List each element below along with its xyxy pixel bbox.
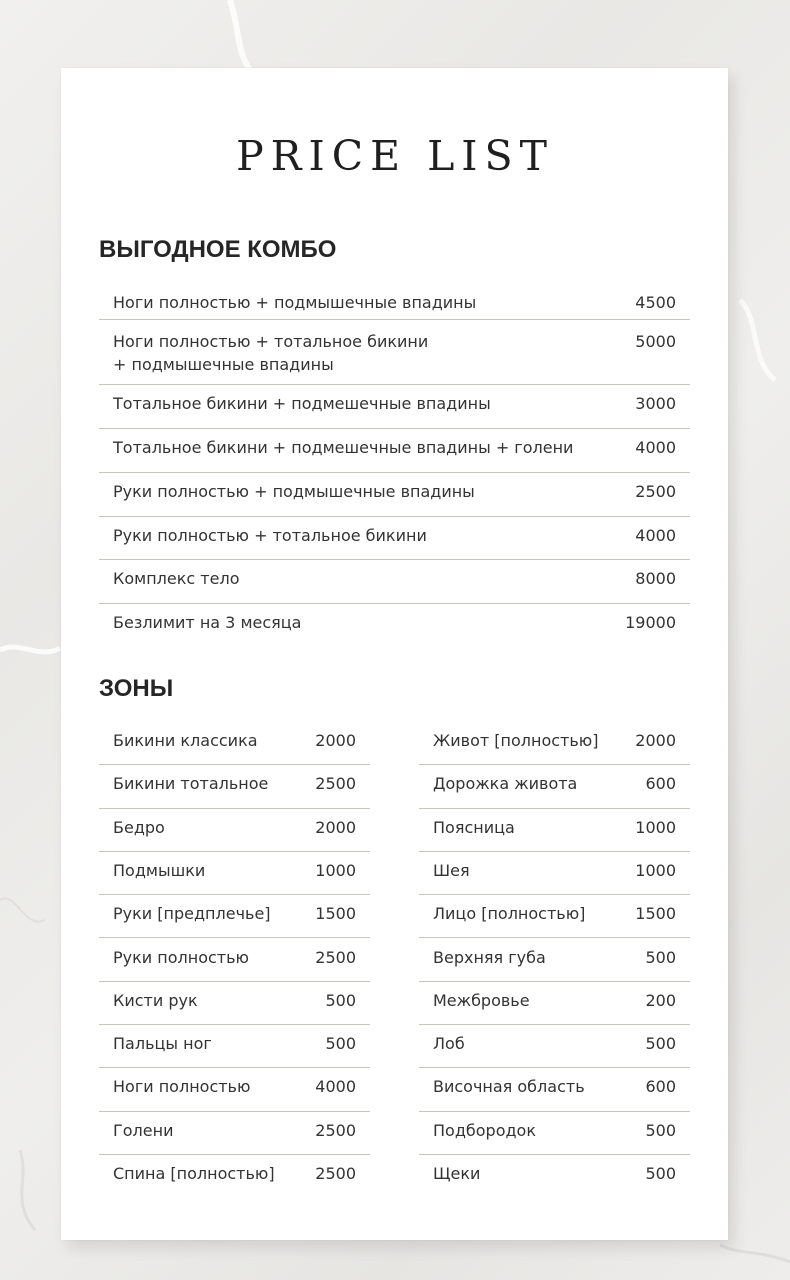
combo-item-price: 5000	[635, 332, 676, 351]
zone-right-item-price: 600	[645, 774, 676, 794]
zone-right-item-name: Лицо [полностью]	[433, 904, 586, 924]
combo-item-name: Тотальное бикини + подмешечные впадины	[113, 394, 491, 413]
zone-left-row	[99, 1068, 370, 1111]
zone-left-item-price: 2500	[315, 1164, 356, 1183]
combo-row	[99, 385, 690, 429]
zone-right-item-price: 600	[645, 1077, 676, 1097]
zone-left-item-price: 500	[325, 1034, 356, 1054]
combo-item-name: Тотальное бикини + подмешечные впадины + голени	[113, 438, 574, 457]
combo-item-price: 4500	[635, 293, 676, 312]
zone-right-row	[419, 1112, 690, 1155]
zone-left-row	[99, 895, 370, 938]
zone-left-item-price: 500	[325, 990, 356, 1010]
zone-left-item-name: Бедро	[113, 817, 165, 837]
zone-right-row	[419, 1155, 690, 1198]
zone-left-item-price: 2500	[315, 947, 356, 967]
zone-left-row	[99, 1155, 370, 1198]
zone-left-item-name: Голени	[113, 1120, 174, 1140]
zone-left-row	[99, 722, 370, 765]
zone-right-item-name: Дорожка живота	[433, 774, 578, 794]
zone-right-row	[419, 852, 690, 895]
zone-left-item-price: 1500	[315, 904, 356, 924]
zone-right-item-price: 500	[645, 1164, 676, 1183]
zone-right-item-price: 1000	[635, 817, 676, 837]
combo-row	[99, 429, 690, 473]
combo-item-name: Комплекс тело	[113, 569, 240, 588]
combo-item-name: Ноги полностью + подмышечные впадины	[113, 293, 477, 312]
combo-item-price: 2500	[635, 482, 676, 501]
zone-right-item-name: Височная область	[433, 1077, 585, 1097]
zone-right-item-name: Шея	[433, 860, 470, 880]
zone-right-item-name: Поясница	[433, 817, 515, 837]
zone-right-item-price: 1000	[635, 860, 676, 880]
zone-right-item-name: Подбородок	[433, 1120, 536, 1140]
combo-item-price: 4000	[635, 526, 676, 545]
zone-right-item-price: 500	[645, 1034, 676, 1054]
zone-left-item-price: 1000	[315, 860, 356, 880]
zone-right-item-price: 2000	[635, 731, 676, 750]
combo-row	[99, 560, 690, 604]
combo-item-name: Руки полностью + подмышечные впадины	[113, 482, 475, 501]
combo-row	[99, 604, 690, 644]
zone-left-item-name: Ноги полностью	[113, 1077, 251, 1097]
zone-left-row	[99, 1112, 370, 1155]
zone-right-item-price: 500	[645, 947, 676, 967]
zone-right-item-price: 200	[645, 990, 676, 1010]
combo-row	[99, 473, 690, 517]
combo-item-name: Ноги полностью + тотальное бикини + подмышечные впадины	[113, 332, 429, 374]
zone-right-item-name: Живот [полностью]	[433, 731, 599, 750]
zone-right-row	[419, 1068, 690, 1111]
zone-left-row	[99, 939, 370, 982]
zone-right-row	[419, 982, 690, 1025]
combo-item-name: Безлимит на 3 месяца	[113, 613, 302, 632]
zone-left-item-price: 2500	[315, 774, 356, 794]
zone-left-item-price: 2500	[315, 1120, 356, 1140]
zone-left-row	[99, 982, 370, 1025]
zone-left-item-price: 2000	[315, 731, 356, 750]
zone-left-item-name: Руки полностью	[113, 947, 250, 967]
zone-left-row	[99, 852, 370, 895]
combo-row	[99, 284, 690, 320]
zone-left-item-name: Пальцы ног	[113, 1034, 212, 1054]
combo-section-heading: ВЫГОДНОЕ КОМБО	[99, 236, 337, 263]
zone-right-row	[419, 939, 690, 982]
combo-item-price: 8000	[635, 569, 676, 588]
zone-right-item-name: Верхняя губа	[433, 947, 546, 967]
zone-right-item-price: 500	[645, 1120, 676, 1140]
zone-right-row	[419, 722, 690, 765]
zone-right-item-price: 1500	[635, 904, 676, 924]
zone-left-item-name: Спина [полностью]	[113, 1164, 275, 1183]
zone-right-item-name: Щеки	[433, 1164, 481, 1183]
zone-right-row	[419, 1025, 690, 1068]
zone-left-item-price: 2000	[315, 817, 356, 837]
zone-left-item-name: Подмышки	[113, 860, 206, 880]
zone-left-row	[99, 1025, 370, 1068]
zones-section-heading: ЗОНЫ	[99, 675, 174, 702]
zone-right-item-name: Межбровье	[433, 990, 530, 1010]
zone-left-item-name: Бикини тотальное	[113, 774, 269, 794]
combo-item-price: 19000	[625, 613, 676, 632]
zone-left-row	[99, 765, 370, 808]
zone-left-item-name: Кисти рук	[113, 990, 198, 1010]
zone-right-row	[419, 895, 690, 938]
zone-left-item-name: Бикини классика	[113, 731, 258, 750]
zone-right-item-name: Лоб	[433, 1034, 465, 1054]
zone-left-item-price: 4000	[315, 1077, 356, 1097]
zone-left-item-name: Руки [предплечье]	[113, 904, 271, 924]
combo-row	[99, 320, 690, 385]
zone-right-row	[419, 765, 690, 808]
zone-left-row	[99, 809, 370, 852]
combo-item-price: 4000	[635, 438, 676, 457]
page-title: PRICE LIST	[236, 132, 554, 180]
combo-item-price: 3000	[635, 394, 676, 413]
combo-row	[99, 517, 690, 560]
zone-right-row	[419, 809, 690, 852]
combo-item-name: Руки полностью + тотальное бикини	[113, 526, 427, 545]
